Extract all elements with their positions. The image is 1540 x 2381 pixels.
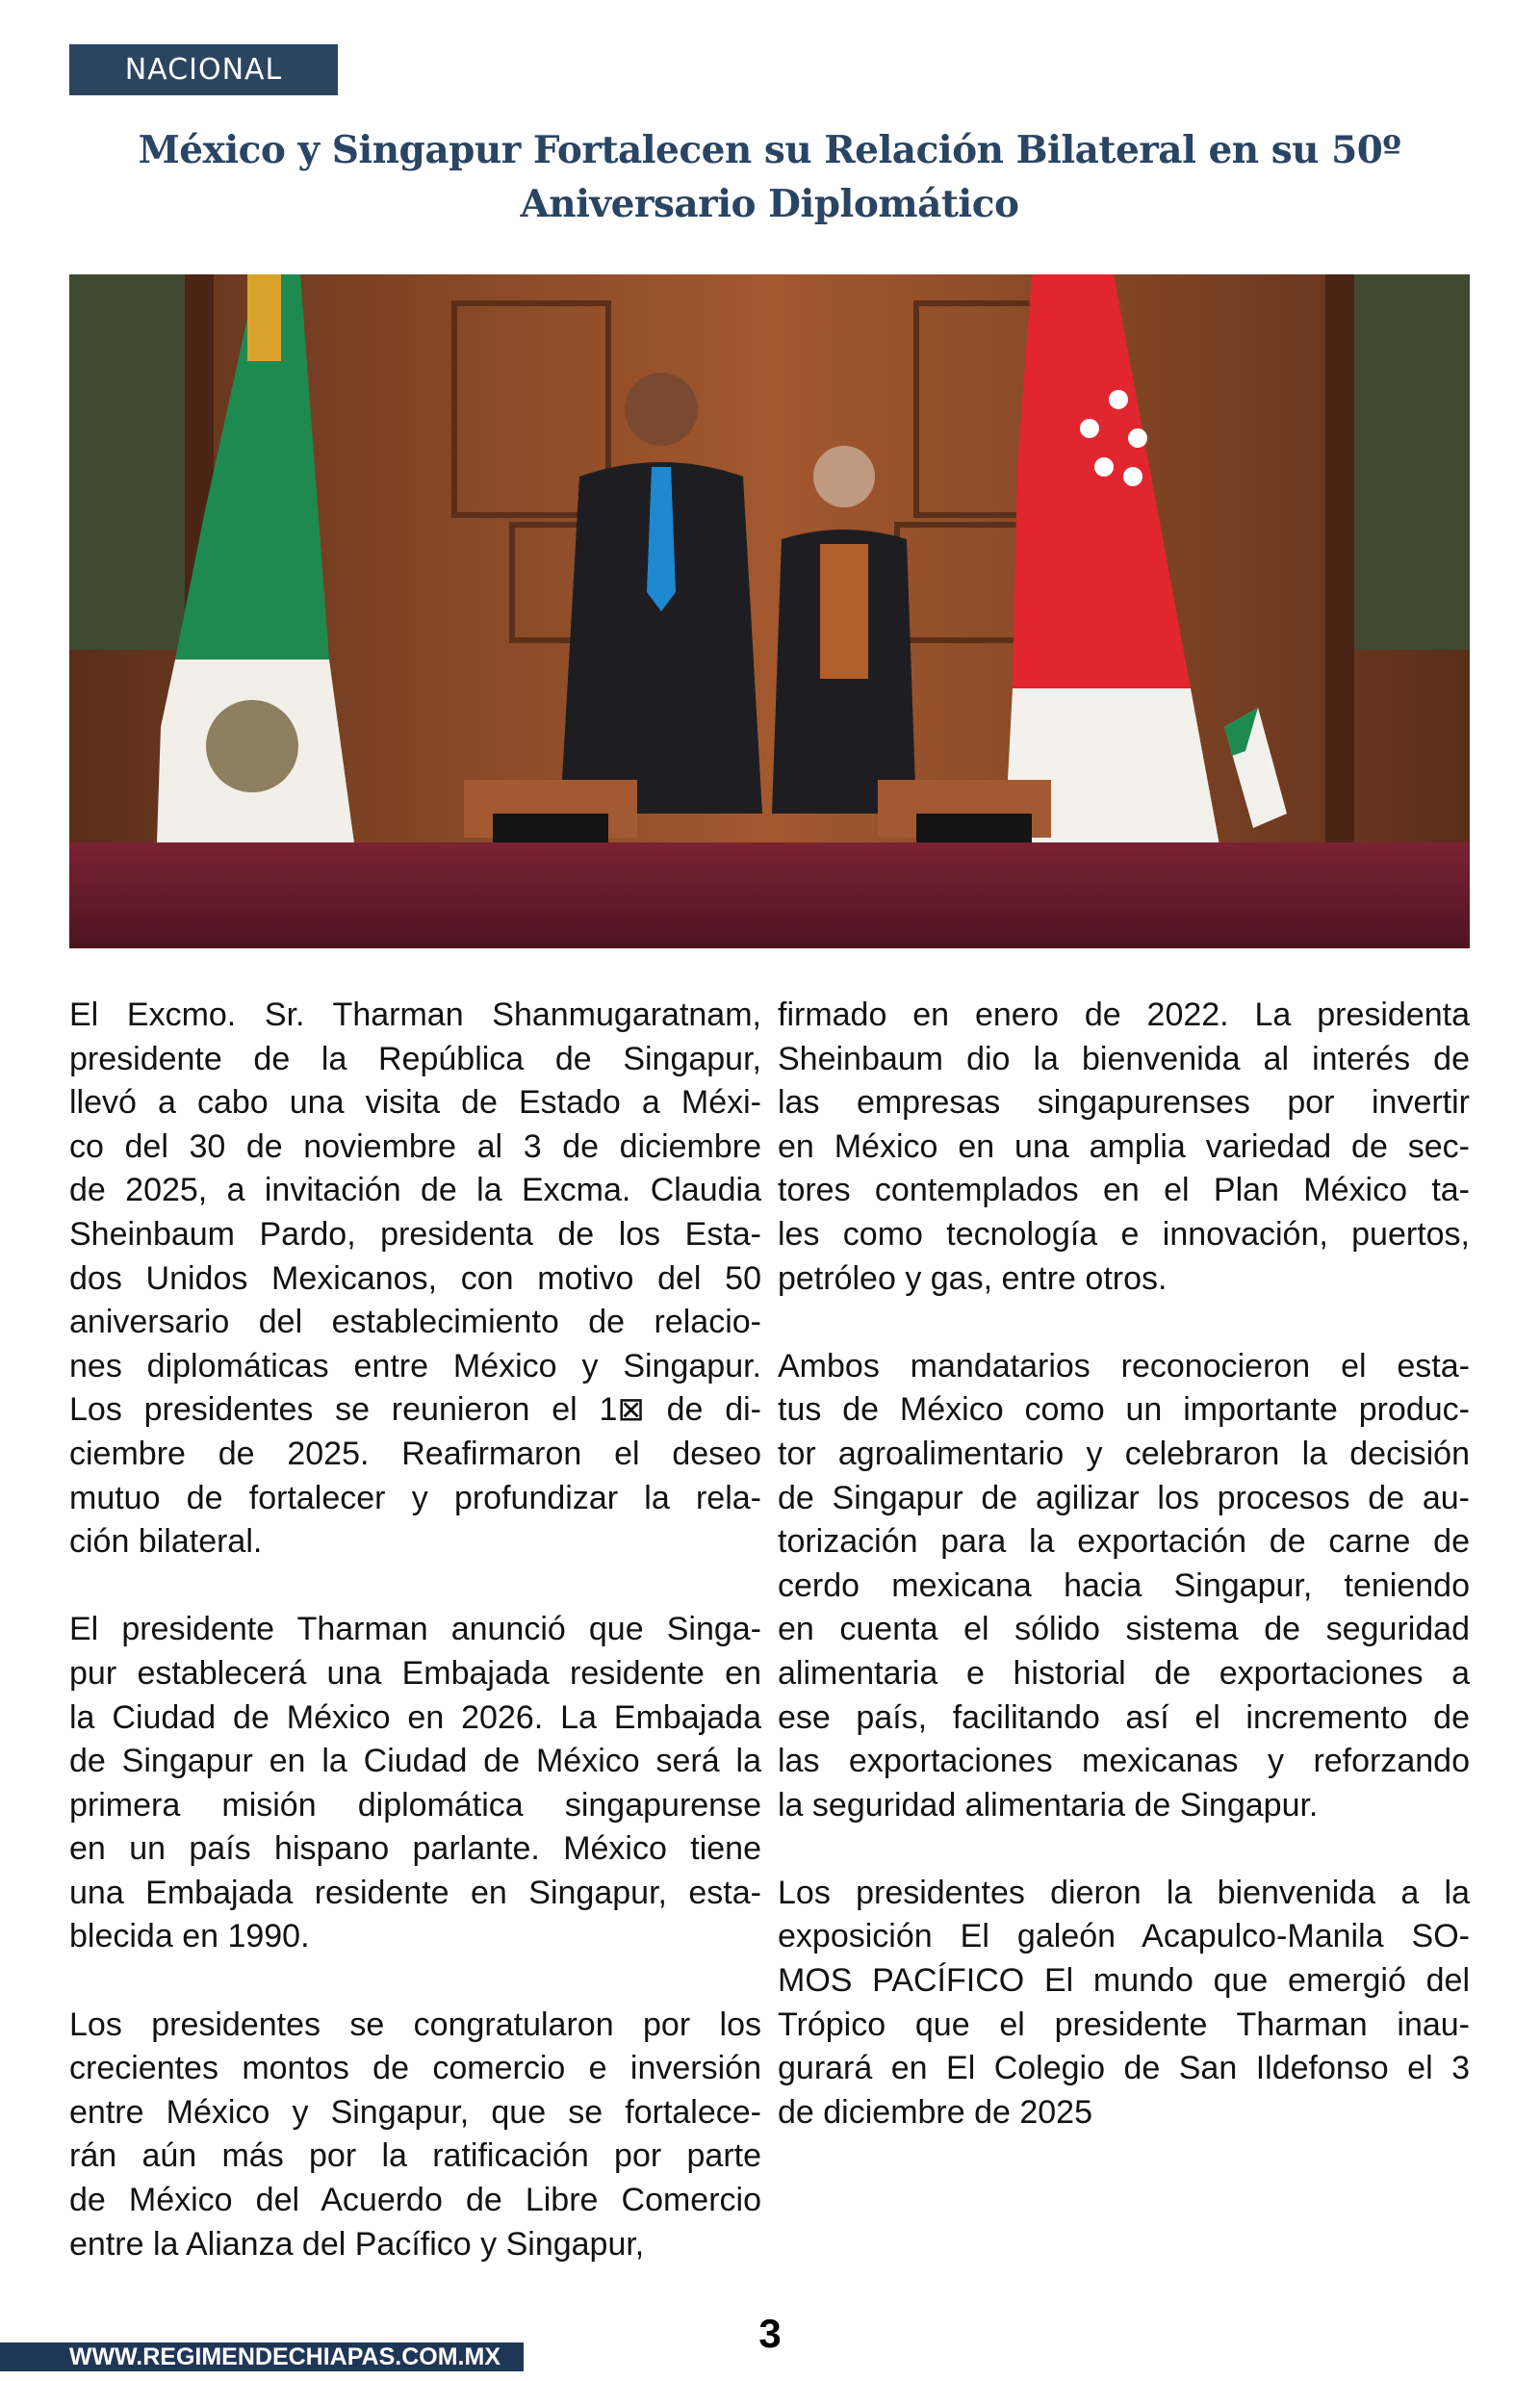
text-line: en cuenta el sólido sistema de seguridad (778, 1611, 1470, 1648)
text-line: las exportaciones mexicanas y reforzando (778, 1743, 1470, 1780)
text-line: pur establecerá una Embajada residente en (69, 1654, 761, 1692)
text-line: de México del Acuerdo de Libre Comercio (69, 2182, 761, 2219)
photo-illustration (69, 274, 1470, 948)
article-column-right (778, 994, 1470, 2179)
text-line: ciembre de 2025. Reafirmaron el deseo (69, 1435, 761, 1472)
text-line: ese país, facilitando así el incremento de (778, 1698, 1470, 1736)
green-panel-left (69, 274, 185, 650)
text-line: Ambos mandatarios reconocieron el esta- (778, 1347, 1470, 1385)
text-line: tus de México como un importante produc- (778, 1391, 1470, 1429)
text-line: crecientes montos de comercio e inversión (69, 2050, 761, 2087)
text-line: de Singapur de agilizar los procesos de au- (778, 1479, 1470, 1516)
text-line: llevó a cabo una visita de Estado a Méxi- (69, 1084, 761, 1122)
text-line: les como tecnología e innovación, puertos, (778, 1215, 1470, 1253)
headline-line-2: Aniversario Diplomático (520, 182, 1019, 226)
text-line: Trópico que el presidente Tharman inau- (778, 2006, 1470, 2043)
tablecloth (69, 842, 1470, 948)
text-line: mutuo de fortalecer y profundizar la rela- (69, 1479, 761, 1516)
text-line: petróleo y gas, entre otros. (778, 1259, 1168, 1297)
text-line: Los presidentes se reunieron el 1⊠ de di- (69, 1391, 761, 1429)
footer-bar (0, 2342, 524, 2371)
article-column-left (69, 994, 761, 2311)
green-panel-right (1354, 274, 1470, 650)
text-line: tores contemplados en el Plan México ta- (778, 1172, 1470, 1209)
paragraph (778, 994, 1470, 1301)
text-line: dos Unidos Mexicanos, con motivo del 50 (69, 1259, 761, 1297)
text-line: firmado en enero de 2022. La presidenta (778, 996, 1470, 1033)
headline-line-1: México y Singapur Fortalecen su Relación Bilateral en su 50º (138, 128, 1401, 172)
text-line: una Embajada residente en Singapur, esta- (69, 1874, 761, 1911)
text-line: gurará en El Colegio de San Ildefonso el 3 (778, 2050, 1470, 2087)
text-line: presidente de la República de Singapur, (69, 1040, 761, 1077)
text-line: blecida en 1990. (69, 1918, 310, 1955)
text-line: El Excmo. Sr. Tharman Shanmugaratnam, (69, 996, 761, 1033)
headline (69, 123, 1470, 231)
website-link[interactable]: WWW.REGIMENDECHIAPAS.COM.MX (68, 2342, 500, 2370)
text-line: las empresas singapurenses por invertir (778, 1084, 1470, 1122)
text-line: exposición El galeón Acapulco-Manila SO- (778, 1918, 1470, 1955)
text-line: MOS PACÍFICO El mundo que emergió del (778, 1962, 1470, 2000)
text-line: alimentaria e historial de exportaciones a (778, 1654, 1470, 1692)
paragraph (69, 994, 761, 1565)
text-line: cerdo mexicana hacia Singapur, teniendo (778, 1566, 1470, 1604)
page-number: 3 (758, 2311, 782, 2356)
text-line: Los presidentes dieron la bienvenida a la (778, 1874, 1470, 1911)
text-line: torización para la exportación de carne de (778, 1523, 1470, 1561)
text-line: co del 30 de noviembre al 3 de diciembre (69, 1127, 761, 1165)
paragraph (778, 1345, 1470, 1828)
article-photo (69, 274, 1470, 948)
text-line: entre la Alianza del Pacífico y Singapur, (69, 2225, 645, 2263)
text-line: en un país hispano parlante. México tiene (69, 1830, 761, 1868)
paragraph (69, 2004, 761, 2267)
text-line: primera misión diplomática singapurense (69, 1786, 761, 1824)
section-label: NACIONAL (124, 53, 283, 87)
text-line: El presidente Tharman anunció que Singa- (69, 1611, 761, 1648)
paragraph (69, 1608, 761, 1959)
text-line: Sheinbaum dio la bienvenida al interés de (778, 1040, 1470, 1077)
text-line: ción bilateral. (69, 1523, 263, 1561)
text-line: de 2025, a invitación de la Excma. Claudia (69, 1172, 761, 1209)
text-line: tor agroalimentario y celebraron la decisión (778, 1435, 1470, 1472)
paragraph (778, 1872, 1470, 2135)
text-line: de diciembre de 2025 (778, 2093, 1093, 2131)
text-line: entre México y Singapur, que se fortalece- (69, 2093, 761, 2131)
section-tag (69, 44, 338, 95)
text-line: aniversario del establecimiento de relacio- (69, 1304, 761, 1341)
text-line: en México en una amplia variedad de sec- (778, 1127, 1470, 1165)
text-line: Los presidentes se congratularon por los (69, 2006, 761, 2043)
text-line: nes diplomáticas entre México y Singapur. (69, 1347, 761, 1385)
text-line: rán aún más por la ratificación por parte (69, 2137, 761, 2175)
text-line: de Singapur en la Ciudad de México será la (69, 1743, 761, 1780)
text-line: la Ciudad de México en 2026. La Embajada (69, 1698, 761, 1736)
text-line: Sheinbaum Pardo, presidenta de los Esta- (69, 1215, 761, 1253)
text-line: la seguridad alimentaria de Singapur. (778, 1786, 1319, 1824)
